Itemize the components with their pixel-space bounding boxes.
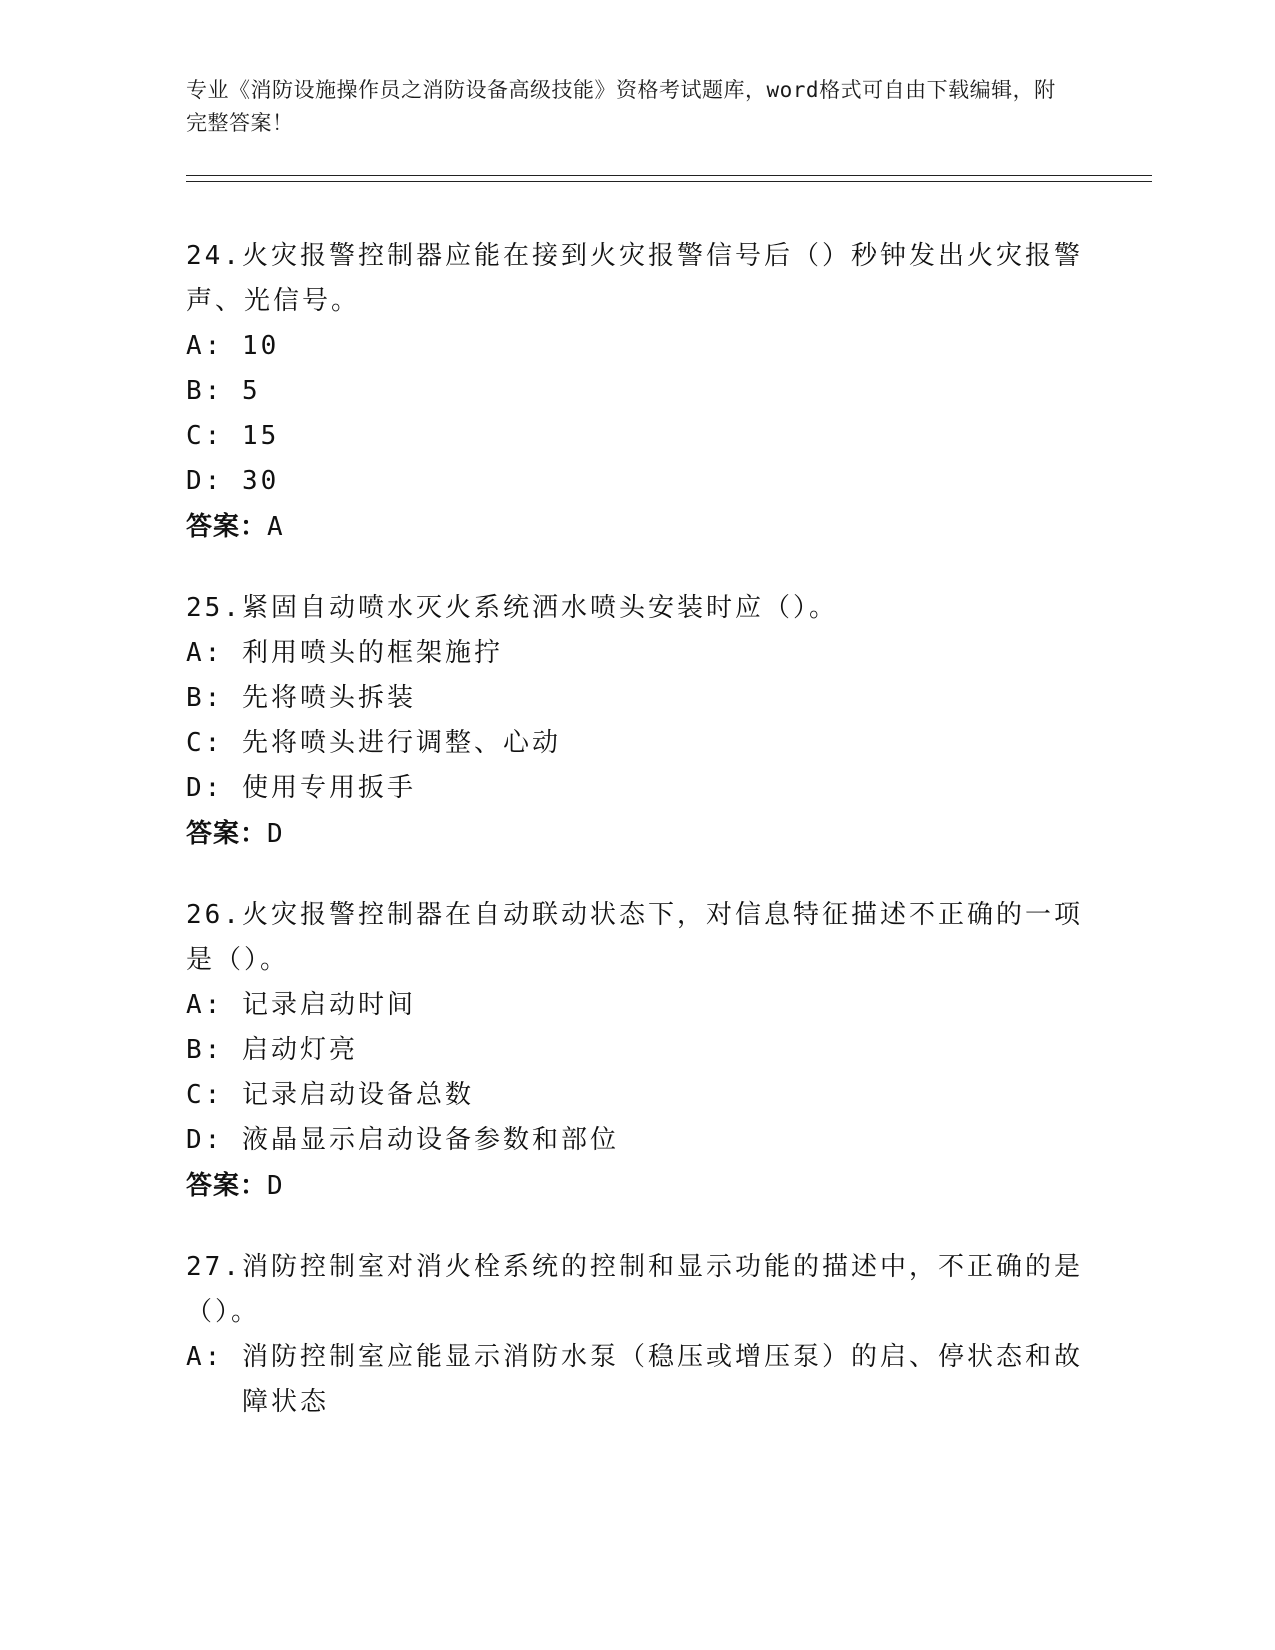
answer-line — [186, 504, 1086, 550]
option-text: 利用喷头的框架施拧 — [241, 638, 503, 668]
question-list — [186, 234, 1086, 1461]
answer-value: A — [267, 512, 284, 542]
option-c: C : 记录启动设备总数 — [186, 1073, 1086, 1118]
document-header — [186, 74, 1066, 140]
option-text: 30 — [241, 466, 280, 496]
option-letter: B — [186, 376, 205, 406]
header-divider-top — [186, 175, 1152, 176]
option-text: 启动灯亮 — [241, 1035, 358, 1065]
option-letter: A — [186, 638, 205, 668]
option-letter: A — [186, 331, 205, 361]
option-d: D : 使用专用扳手 — [186, 766, 1086, 811]
option-letter: C — [186, 728, 205, 758]
option-d: D : 液晶显示启动设备参数和部位 — [186, 1118, 1086, 1163]
answer-value: D — [267, 1171, 284, 1201]
question-stem: 24.火灾报警控制器应能在接到火灾报警信号后（）秒钟发出火灾报警声、光信号。 — [186, 241, 1083, 316]
question-stem: 25.紧固自动喷水灭火系统洒水喷头安装时应（）。 — [186, 593, 838, 623]
answer-line — [186, 1163, 1086, 1209]
option-b: B : 5 — [186, 369, 1086, 414]
option-text: 先将喷头进行调整、心动 — [241, 728, 561, 758]
question-stem: 26.火灾报警控制器在自动联动状态下，对信息特征描述不正确的一项是（）。 — [186, 900, 1083, 975]
option-text: 液晶显示启动设备参数和部位 — [241, 1125, 619, 1155]
option-c: C : 先将喷头进行调整、心动 — [186, 721, 1086, 766]
option-letter: C — [186, 1080, 205, 1110]
question-stem: 27.消防控制室对消火栓系统的控制和显示功能的描述中，不正确的是（）。 — [186, 1252, 1083, 1327]
option-d: D : 30 — [186, 459, 1086, 504]
answer-line — [186, 811, 1086, 857]
option-text: 消防控制室应能显示消防水泵（稳压或增压泵）的启、停状态和故障状态 — [241, 1342, 1083, 1417]
option-letter: C — [186, 421, 205, 451]
answer-label: 答案： — [186, 512, 268, 542]
option-letter: D — [186, 1125, 205, 1155]
option-a: A : 利用喷头的框架施拧 — [186, 631, 1086, 676]
question-25 — [186, 586, 1086, 857]
question-24 — [186, 234, 1086, 550]
option-a: A : 10 — [186, 324, 1086, 369]
option-b: B : 启动灯亮 — [186, 1028, 1086, 1073]
option-c: C : 15 — [186, 414, 1086, 459]
option-text: 记录启动设备总数 — [241, 1080, 474, 1110]
option-letter: B — [186, 683, 205, 713]
option-a: A : 消防控制室应能显示消防水泵（稳压或增压泵）的启、停状态和故障状态 — [186, 1335, 1086, 1425]
question-27 — [186, 1245, 1086, 1425]
option-letter: D — [186, 773, 205, 803]
answer-value: D — [267, 819, 284, 849]
option-letter: A — [186, 990, 205, 1020]
option-letter: D — [186, 466, 205, 496]
option-b: B : 先将喷头拆装 — [186, 676, 1086, 721]
option-letter: A — [186, 1342, 205, 1372]
option-letter: B — [186, 1035, 205, 1065]
answer-label: 答案： — [186, 819, 268, 849]
option-text: 记录启动时间 — [241, 990, 416, 1020]
option-text: 先将喷头拆装 — [241, 683, 416, 713]
option-text: 5 — [241, 376, 261, 406]
option-a: A : 记录启动时间 — [186, 983, 1086, 1028]
header-divider-bottom — [186, 181, 1152, 182]
option-text: 10 — [241, 331, 280, 361]
question-26 — [186, 893, 1086, 1209]
option-text: 使用专用扳手 — [241, 773, 416, 803]
answer-label: 答案： — [186, 1171, 268, 1201]
header-text: 专业《消防设施操作员之消防设备高级技能》资格考试题库，word格式可自由下载编辑，附完整答案！ — [186, 78, 1056, 135]
option-text: 15 — [241, 421, 280, 451]
